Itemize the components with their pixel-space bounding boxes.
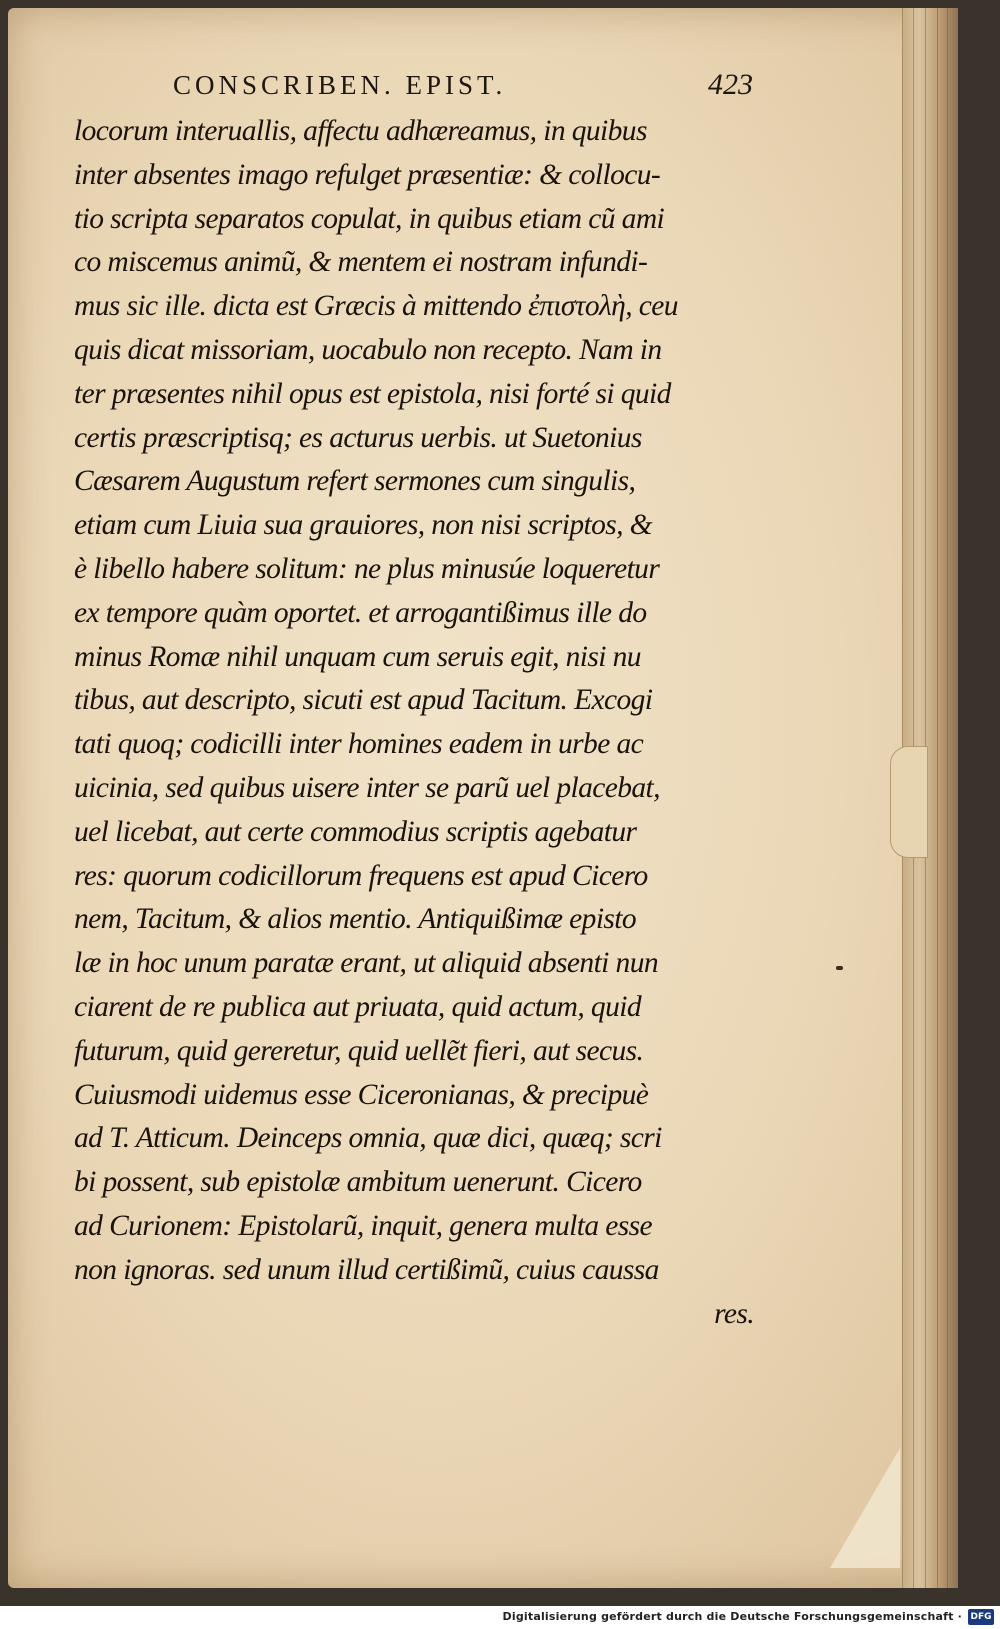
corner-fold: [830, 1448, 900, 1568]
text-line: læ in hoc unum paratæ erant, ut aliquid absenti nun: [74, 947, 658, 980]
text-line: locorum interuallis, affectu adhæreamus, in quibus: [74, 115, 647, 147]
text-line: quis dicat missoriam, uocabulo non recepto. Nam in: [74, 333, 662, 366]
text-line: tio scripta separatos copulat, in quibus etiam cũ ami: [74, 202, 665, 235]
page-header: [163, 68, 753, 108]
text-line: ciarent de re publica aut priuata, quid actum, quid: [74, 990, 641, 1023]
text-line: Cæsarem Augustum refert sermones cum singulis,: [74, 465, 636, 498]
text-line: ad T. Atticum. Deinceps omnia, quæ dici, quæq; scri: [74, 1122, 662, 1155]
page-tab: [890, 746, 928, 858]
text-line: mus sic ille. dicta est Græcis à mittendo ἐπιστολὴ, ceu: [74, 290, 678, 323]
text-line: nem, Tacitum, & alios mentio. Antiquißimæ episto: [74, 903, 637, 936]
text-line: res: quorum codicillorum frequens est apud Cicero: [74, 859, 648, 892]
text-line: certis præscriptisq; es acturus uerbis. ut Suetonius: [74, 421, 642, 454]
text-line: co miscemus animũ, & mentem ei nostram infundi-: [74, 246, 648, 279]
text-line: etiam cum Liuia sua grauiores, non nisi scriptos, &: [74, 509, 652, 542]
text-line: minus Romæ nihil unquam cum seruis egit, nisi nu: [74, 640, 641, 673]
body-text: [74, 110, 754, 1336]
footer-bar: [0, 1606, 1000, 1629]
text-line: futurum, quid gereretur, quid uellẽt fieri, aut secus.: [74, 1034, 644, 1067]
text-line: ad Curionem: Epistolarũ, inquit, genera multa esse: [74, 1209, 652, 1242]
text-line: è libello habere solitum: ne plus minusúe loqueretur: [74, 552, 660, 585]
text-line: Cuiusmodi uidemus esse Ciceronianas, & precipuè: [74, 1078, 649, 1111]
catchword: res.: [714, 1297, 754, 1330]
running-head: CONSCRIBEN. EPIST.: [173, 70, 507, 100]
footer-credit: Digitalisierung gefördert durch die Deutsche Forschungsgemeinschaft ·: [502, 1610, 962, 1623]
text-line: inter absentes imago refulget præsentiæ: & collocu-: [74, 158, 661, 191]
book-page: [8, 8, 958, 1588]
ink-mark: [836, 966, 843, 970]
dfg-logo: DFG: [968, 1609, 994, 1625]
text-line: ter præsentes nihil opus est epistola, nisi forté si quid: [74, 377, 671, 410]
text-line: uicinia, sed quibus uisere inter se parũ uel placebat,: [74, 771, 660, 804]
text-line: non ignoras. sed unum illud certißimũ, cuius caussa: [74, 1253, 659, 1286]
text-line: tati quoq; codicilli inter homines eadem in urbe ac: [74, 728, 644, 761]
text-line: tibus, aut descripto, sicuti est apud Tacitum. Excogi: [74, 684, 653, 717]
text-line: ex tempore quàm oportet. et arrogantißimus ille do: [74, 596, 647, 629]
page-number: 423: [708, 68, 753, 101]
text-line: bi possent, sub epistolæ ambitum uenerunt. Cicero: [74, 1166, 642, 1199]
text-line: uel licebat, aut certe commodius scriptis agebatur: [74, 815, 637, 848]
